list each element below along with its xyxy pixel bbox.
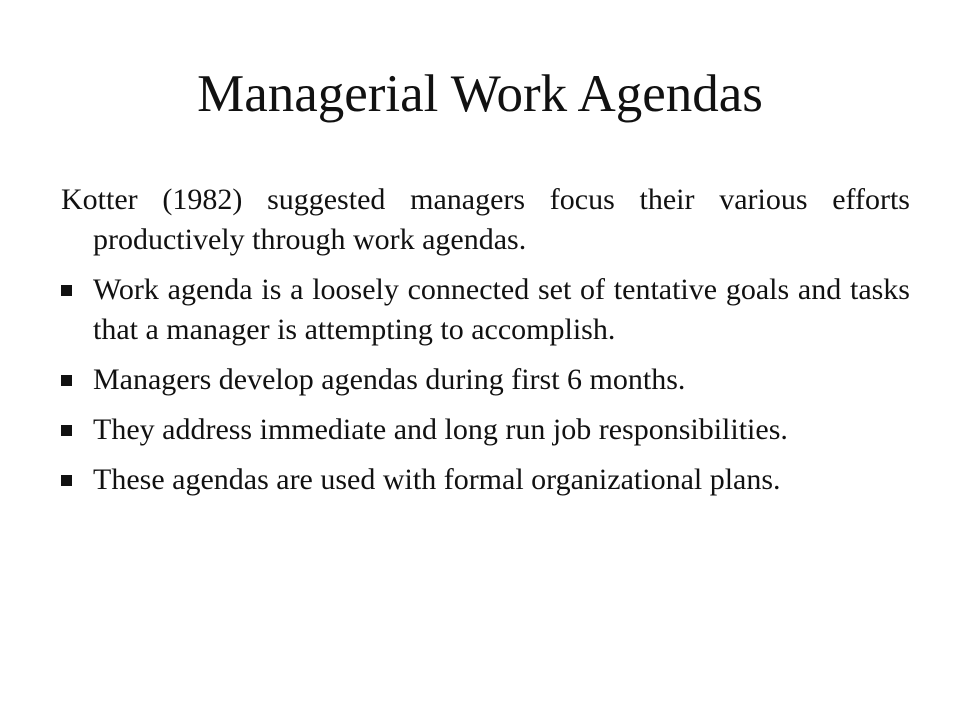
square-bullet-icon	[61, 425, 72, 436]
bullet-item-2	[61, 360, 910, 400]
square-bullet-icon	[61, 285, 72, 296]
square-bullet-icon	[61, 375, 72, 386]
slide-title: Managerial Work Agendas	[197, 65, 763, 123]
bullet-text: These agendas are used with formal organizational plans.	[93, 463, 781, 496]
bullet-list	[61, 270, 910, 500]
square-bullet-icon	[61, 475, 72, 486]
bullet-item-3	[61, 410, 910, 450]
bullet-item-1	[61, 270, 910, 350]
intro-paragraph: Kotter (1982) suggested managers focus their various efforts productively through work agendas.	[61, 183, 910, 256]
bullet-text: Managers develop agendas during first 6 months.	[93, 363, 686, 396]
slide-content	[61, 180, 910, 510]
bullet-text: Work agenda is a loosely connected set of tentative goals and tasks that a manager is attempting to accomplish.	[93, 273, 910, 346]
bullet-text: They address immediate and long run job responsibilities.	[93, 413, 788, 446]
bullet-item-4	[61, 460, 910, 500]
